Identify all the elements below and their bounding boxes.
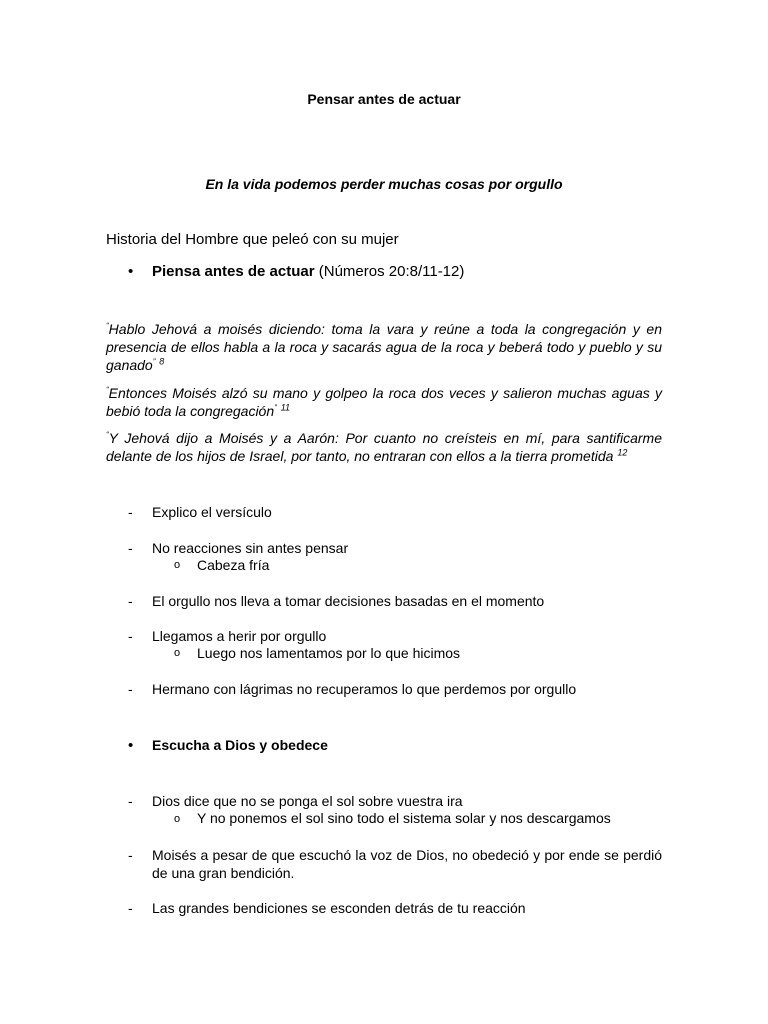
list-item: No reacciones sin antes pensar — [152, 540, 349, 556]
list-item: Dios dice que no se ponga el sol sobre vuestra ira — [152, 793, 463, 809]
list-item: Hermano con lágrimas no recuperamos lo que perdemos por orgullo — [152, 681, 577, 697]
sub-list-item: Y no ponemos el sol sino todo el sistema solar y nos descargamos — [197, 810, 611, 826]
sub-bullet-marker: o — [174, 813, 181, 825]
document-title: Pensar antes de actuar — [307, 91, 461, 107]
open-quote: “ — [106, 430, 109, 440]
dash-marker: - — [128, 847, 133, 863]
open-quote: “ — [106, 321, 109, 331]
quote-verse-12 — [106, 429, 662, 465]
open-quote: “ — [106, 385, 109, 395]
dash-marker: - — [128, 504, 133, 520]
dash-marker: - — [128, 540, 133, 556]
sub-bullet-marker: o — [174, 647, 181, 659]
sub-bullet-marker: o — [174, 559, 181, 571]
close-quote: ” — [274, 403, 277, 413]
list-item: Las grandes bendiciones se esconden detrás de tu reacción — [152, 900, 526, 916]
dash-marker: - — [128, 593, 133, 609]
list-item: Llegamos a herir por orgullo — [152, 628, 327, 644]
list-item: Moisés a pesar de que escuchó la voz de Dios, no obedeció y por ende se perdió de una gran bendición. — [152, 847, 662, 881]
document-subtitle: En la vida podemos perder muchas cosas por orgullo — [205, 176, 563, 192]
bullet-1: • — [128, 263, 134, 280]
quote-verse-11 — [106, 384, 662, 420]
verse-number: 12 — [617, 447, 628, 458]
section-1-reference: (Números 20:8/11-12) — [314, 263, 465, 280]
section-1-title: Piensa antes de actuar — [152, 263, 315, 280]
quote-verse-8 — [106, 320, 662, 374]
close-quote: ” — [152, 357, 156, 367]
verse-number: 11 — [280, 402, 291, 413]
verse-number: 8 — [159, 356, 165, 367]
list-item: Explico el versículo — [152, 504, 272, 520]
sub-list-item: Cabeza fría — [197, 557, 270, 573]
dash-marker: - — [128, 900, 133, 916]
story-line: Historia del Hombre que peleó con su mujer — [106, 231, 399, 248]
dash-marker: - — [128, 681, 133, 697]
quote-text: Hablo Jehová a moisés diciendo: toma la vara y reúne a toda la congregación y en presencia de ellos habla a la roca y sacarás agua de la roca y beberá todo y pueblo y su ganado — [106, 321, 662, 373]
sub-list-item: Luego nos lamentamos por lo que hicimos — [197, 645, 461, 661]
section-2-heading: Escucha a Dios y obedece — [152, 737, 328, 753]
quote-text: Entonces Moisés alzó su mano y golpeo la roca dos veces y salieron muchas aguas y bebió toda la congregación — [106, 385, 662, 419]
dash-marker: - — [128, 628, 133, 644]
dash-marker: - — [128, 793, 133, 809]
bullet-2: • — [128, 737, 134, 754]
quote-text: Y Jehová dijo a Moisés y a Aarón: Por cuanto no creísteis en mí, para santificarme delante de los hijos de Israel, por tanto, no entraran con ellos a la tierra prometida — [106, 430, 662, 464]
list-item: El orgullo nos lleva a tomar decisiones basadas en el momento — [152, 593, 545, 609]
section-1-heading — [152, 263, 464, 280]
